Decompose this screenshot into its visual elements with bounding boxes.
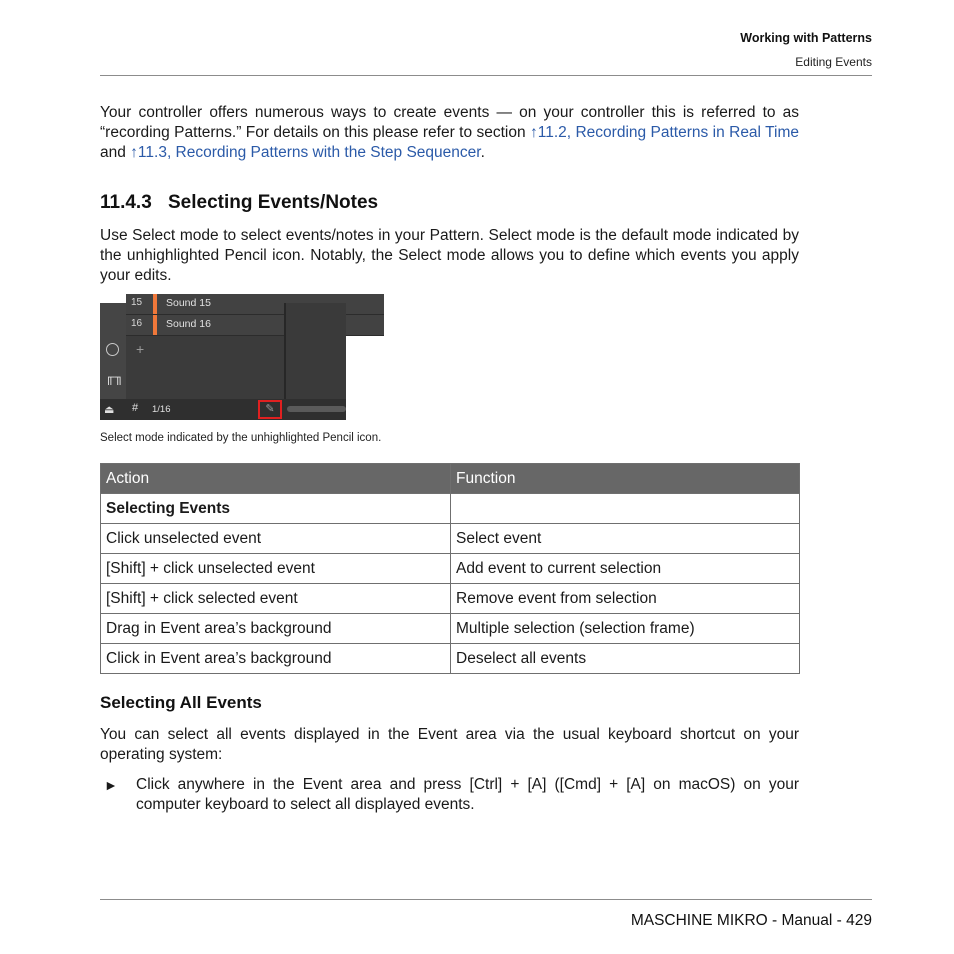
intro-paragraph: [100, 103, 799, 163]
step-grid-icon: #: [132, 402, 139, 414]
figure-caption: Select mode indicated by the unhighlighted Pencil icon.: [100, 432, 382, 444]
table-cell-action: Click in Event area’s background: [101, 644, 451, 674]
section-number: 11.4.3: [100, 192, 152, 213]
table-row: [101, 584, 800, 614]
table-cell-function: Select event: [451, 524, 800, 554]
table-cell-action: Click unselected event: [101, 524, 451, 554]
sound-color-bar: [153, 315, 157, 335]
footer-divider: [100, 899, 872, 900]
column-header-action: Action: [101, 464, 451, 494]
table-cell-action: [Shift] + click unselected event: [101, 554, 451, 584]
keyboard-view-icon: [106, 343, 119, 356]
subsection-heading: Selecting All Events: [100, 693, 262, 712]
section-title: Selecting Events/Notes: [168, 192, 379, 213]
table-row: [101, 614, 800, 644]
table-group-row: [101, 494, 800, 524]
table-row: [101, 554, 800, 584]
editor-toolbar: [100, 399, 346, 420]
table-cell-function: Add event to current selection: [451, 554, 800, 584]
section-heading: [100, 192, 378, 214]
bullet-text: Click anywhere in the Event area and press [Ctrl] + [A] ([Cmd] + [A] on macOS) on your computer keyboard to select all displayed events.: [136, 776, 799, 813]
table-cell: [451, 494, 800, 524]
table-row: [101, 524, 800, 554]
running-header-chapter: Working with Patterns: [740, 31, 872, 45]
section-paragraph: Use Select mode to select events/notes in your Pattern. Select mode is the default mode indicated by the unhighlighted Pencil icon. Notably, the Select mode allows you to define which events you apply your edits.: [100, 227, 799, 284]
piano-roll-icon: ╓╖: [105, 369, 124, 384]
header-divider: [100, 75, 872, 76]
table-cell-function: Deselect all events: [451, 644, 800, 674]
table-cell-function: Multiple selection (selection frame): [451, 614, 800, 644]
event-grid: [286, 303, 346, 399]
table-cell-action: Drag in Event area’s background: [101, 614, 451, 644]
link-recording-real-time[interactable]: ↑11.2, Recording Patterns in Real Time: [530, 124, 799, 141]
action-function-table: [100, 463, 800, 674]
scrollbar: [287, 406, 346, 412]
table-header-row: [101, 464, 800, 494]
eject-icon: ⏏: [104, 404, 115, 416]
pencil-icon: ✎: [258, 400, 282, 419]
sound-row-number: 15: [131, 297, 143, 308]
running-header-section: Editing Events: [795, 55, 872, 69]
sound-color-bar: [153, 294, 157, 314]
table-cell-function: Remove event from selection: [451, 584, 800, 614]
column-header-function: Function: [451, 464, 800, 494]
intro-text: Your controller offers numerous ways to create events — on your controller this is referred to as “recording Patterns.” For details on this please refer to section: [100, 104, 799, 141]
intro-and: and: [100, 144, 131, 161]
table-group-label: Selecting Events: [101, 494, 451, 524]
page-footer: MASCHINE MIKRO - Manual - 429: [630, 912, 872, 929]
intro-end: .: [480, 144, 485, 161]
step-grid-value: 1/16: [152, 404, 171, 415]
add-sound-icon: +: [136, 341, 145, 357]
subsection-paragraph: You can select all events displayed in the Event area via the usual keyboard shortcut on your operating system:: [100, 726, 799, 763]
sound-row-number: 16: [131, 318, 143, 329]
table-row: [101, 644, 800, 674]
sound-row-label: Sound 15: [166, 297, 211, 309]
link-recording-step-sequencer[interactable]: ↑11.3, Recording Patterns with the Step Sequencer: [130, 144, 481, 161]
table-cell-action: [Shift] + click selected event: [101, 584, 451, 614]
pattern-editor-screenshot: [100, 297, 346, 420]
sound-row-label: Sound 16: [166, 318, 211, 330]
bullet-arrow-icon: ►: [104, 777, 118, 793]
